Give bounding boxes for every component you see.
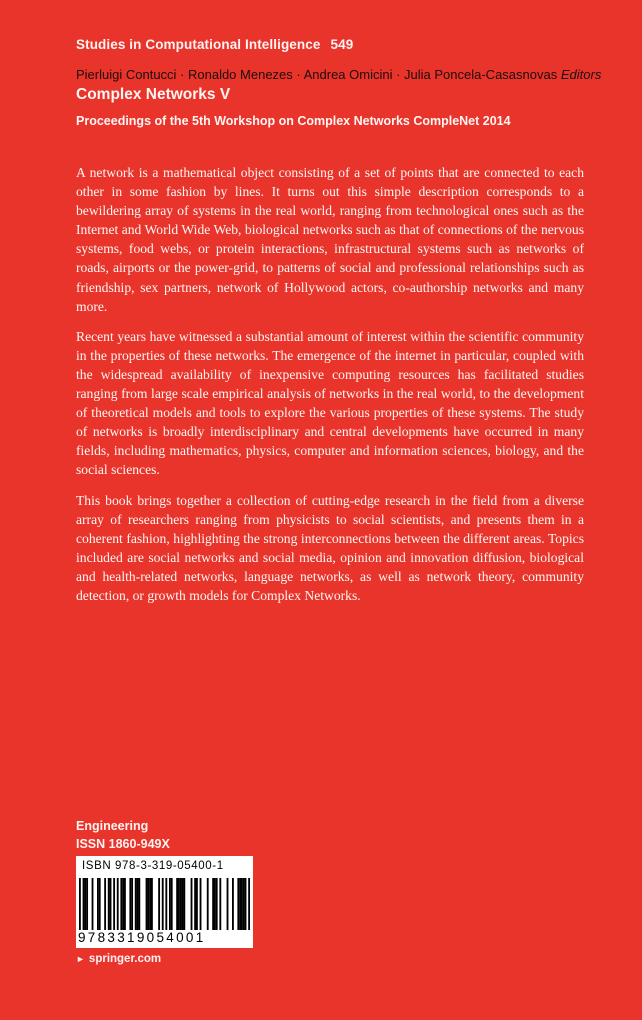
description: [76, 163, 584, 616]
barcode-bar: [151, 878, 153, 930]
barcode-bar: [108, 878, 110, 930]
barcode-digits: 9783319054001: [78, 930, 206, 945]
barcode-bar: [214, 878, 216, 930]
editors-role: Editors: [560, 67, 602, 82]
barcode-bar: [248, 878, 250, 930]
publisher-url: springer.com: [88, 953, 162, 965]
barcode-bar: [131, 878, 133, 930]
publisher-link[interactable]: [76, 953, 161, 965]
barcode-bar: [120, 878, 122, 930]
barcode-bar: [232, 878, 234, 930]
editors-line: [76, 67, 601, 82]
barcode-bar: [138, 878, 140, 930]
barcode-bar: [219, 878, 221, 930]
editors-names: Pierluigi Contucci · Ronaldo Menezes · Andrea Omicini · Julia Poncela-Casasnovas: [76, 67, 558, 82]
arrow-icon: ►: [76, 954, 85, 964]
barcode-bar: [216, 878, 218, 930]
barcode-bar: [207, 878, 209, 930]
barcode-bar: [196, 878, 198, 930]
barcode-bar: [243, 878, 245, 930]
barcode-bar: [122, 878, 124, 930]
barcode-bar: [84, 878, 86, 930]
book-subtitle: Proceedings of the 5th Workshop on Complex Networks CompleNet 2014: [76, 114, 511, 128]
subject-label: Engineering: [76, 819, 149, 833]
barcode-bar: [97, 878, 99, 930]
barcode-bar: [169, 878, 171, 930]
barcode-bar: [124, 878, 126, 930]
barcode-bar: [180, 878, 182, 930]
barcode-bar: [117, 878, 119, 930]
barcode-bar: [129, 878, 131, 930]
barcode-bar: [227, 878, 229, 930]
barcode-bar: [200, 878, 202, 930]
barcode-bar: [191, 878, 193, 930]
description-paragraph-3: This book brings together a collection of cutting-edge research in the field from a diverse array of researchers ranging from physicists to social scientists, and presents them in a coherent fashion, highlighting the strong interconnections between the different areas. Topics included are social networks and social media, opinion and innovation diffusion, biological and health-related networks, language networks, as well as network theory, community detection, or growth models for Complex Networks.: [76, 492, 584, 603]
barcode-bar: [83, 878, 85, 930]
barcode-bar: [149, 878, 151, 930]
barcode-bar: [237, 878, 239, 930]
barcode-bar: [245, 878, 247, 930]
barcode-bar: [147, 878, 149, 930]
barcode-bar: [99, 878, 101, 930]
barcode-bar: [158, 878, 160, 930]
series-name: Studies in Computational Intelligence: [76, 37, 321, 52]
barcode-bar: [146, 878, 148, 930]
issn-label: ISSN 1860-949X: [76, 837, 170, 851]
barcode-bar: [86, 878, 88, 930]
barcode-bar: [79, 878, 81, 930]
barcode-bars: [79, 878, 250, 930]
description-paragraph-2: Recent years have witnessed a substantial amount of interest within the scientific community in the properties of these networks. The emergence of the internet in particular, coupled with the widespread availability of inexpensive computing resources has facilitated studies ranging from large scale empirical analysis of networks in the real world, to the development of theoretical models and tools to explore the various properties of these systems. The study of networks is broadly interdisciplinary and central developments have occurred in many fields, including mathematics, physics, computer and information sciences, biology, and the social sciences.: [76, 328, 584, 478]
barcode-bar: [171, 878, 173, 930]
barcode-bar: [182, 878, 184, 930]
book-title: Complex Networks V: [76, 86, 231, 103]
description-paragraph-1: A network is a mathematical object consisting of a set of points that are connected to each other in some fashion by lines. It turns out this simple description corresponds to a bewildering array of systems in the real world, ranging from technological ones such as the Internet and World Wide Web, biological networks such as that of connections of the nervous systems, food webs, or protein interactions, infrastructural systems such as networks of roads, airports or the power-grid, to patterns of social and professional relationships such as friendship, sex partners, network of Hollywood actors, co-authorship networks and many more.: [76, 165, 584, 314]
barcode-bar: [165, 878, 167, 930]
barcode-bar: [135, 878, 137, 930]
barcode: [76, 856, 253, 948]
barcode-bar: [194, 878, 196, 930]
barcode-bar: [137, 878, 139, 930]
barcode-bar: [241, 878, 243, 930]
barcode-bar: [178, 878, 180, 930]
isbn-label: ISBN 978-3-319-05400-1: [82, 860, 224, 872]
barcode-bar: [113, 878, 115, 930]
barcode-bar: [110, 878, 112, 930]
series-number: 549: [330, 37, 354, 52]
series-line: [76, 37, 353, 52]
barcode-bar: [162, 878, 164, 930]
barcode-bar: [176, 878, 178, 930]
book-meta: [76, 817, 170, 853]
barcode-bar: [183, 878, 185, 930]
barcode-bar: [212, 878, 214, 930]
barcode-bar: [92, 878, 94, 930]
barcode-bar: [239, 878, 241, 930]
barcode-bar: [104, 878, 106, 930]
